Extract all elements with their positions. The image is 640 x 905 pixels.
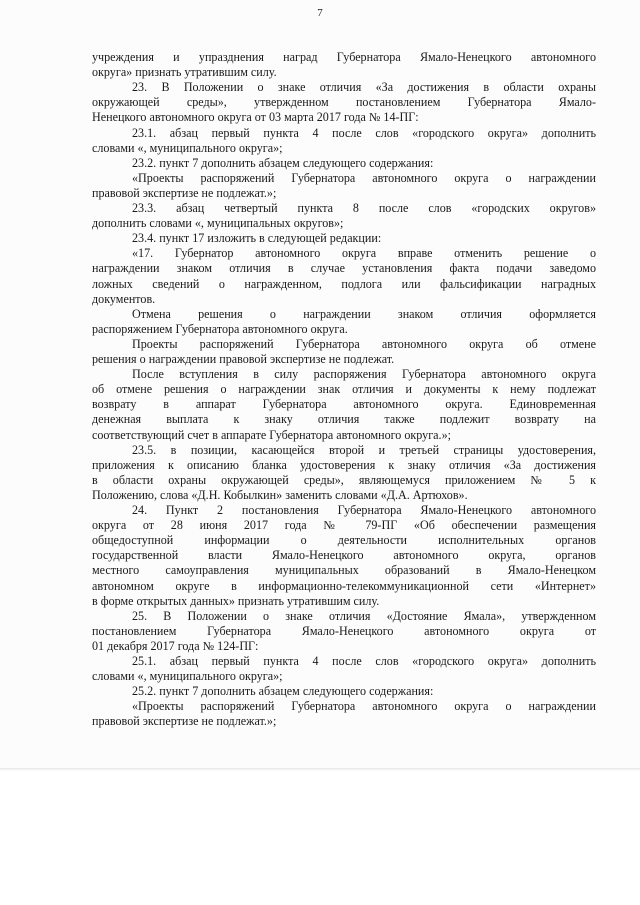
text-line: 23.1. абзац первый пункта 4 после слов «городского округа» дополнить <box>132 125 596 140</box>
text-line: приложения к описанию бланка удостоверения к знаку отличия «За достижения <box>92 457 596 472</box>
text-line: «17. Губернатор автономного округа вправе отменить решение о <box>132 246 596 261</box>
text-line: Проекты распоряжений Губернатора автономного округа об отмене <box>132 336 596 351</box>
text-line: 23.2. пункт 7 дополнить абзацем следующего содержания: <box>132 155 434 170</box>
text-line: Положению, слова «Д.Н. Кобылкин» заменить словами «Д.А. Артюхов». <box>92 487 468 502</box>
text-line: Ненецкого автономного округа от 03 марта 2017 года № 14-ПГ: <box>92 110 419 125</box>
text-line: 25.2. пункт 7 дополнить абзацем следующего содержания: <box>132 684 434 699</box>
text-line: постановлением Губернатора Ямало-Ненецкого автономного округа от <box>92 623 596 638</box>
text-line: правовой экспертизе не подлежат.»; <box>92 185 277 200</box>
text-line: 25.1. абзац первый пункта 4 после слов «городского округа» дополнить <box>132 654 596 668</box>
text-line: словами «, муниципального округа»; <box>92 140 283 155</box>
text-line: соответствующий счет в аппарате Губернатора автономного округа.»; <box>92 427 451 442</box>
text-line: дополнить словами «, муниципальных округов»; <box>92 216 344 231</box>
text-line: 25. В Положении о знаке отличия «Достояние Ямала», утвержденном <box>132 608 596 623</box>
text-line: правовой экспертизе не подлежат.»; <box>92 714 277 729</box>
text-line: округа» признать утратившим силу. <box>92 65 277 80</box>
text-line: 24. Пункт 2 постановления Губернатора Ямало-Ненецкого автономного <box>132 503 596 517</box>
text-line: округа от 28 июня 2017 года № 79-ПГ «Об обеспечении размещения <box>92 518 596 533</box>
text-line: окружающей среды», утвержденном постановлением Губернатора Ямало- <box>92 95 596 110</box>
text-line: ложных сведений о награжденном, подлога или фальсификации наградных <box>92 276 596 291</box>
text-line: государственной власти Ямало-Ненецкого автономного округа, органов <box>92 548 596 563</box>
text-line: награждении знаком отличия в случае установления факта подачи заведомо <box>92 261 596 276</box>
text-line: «Проекты распоряжений Губернатора автономного округа о награждении <box>132 170 596 185</box>
text-line: автономном округе в информационно-телекоммуникационной сети «Интернет» <box>92 578 596 593</box>
text-line: 01 декабря 2017 года № 124-ПГ: <box>92 638 259 653</box>
text-line: общедоступной информации о деятельности исполнительных органов <box>92 533 596 548</box>
text-line: в форме открытых данных» признать утратившим силу. <box>92 593 380 608</box>
text-line: 23.3. абзац четвертый пункта 8 после слов «городских округов» <box>132 201 596 215</box>
sheet-bottom-edge <box>0 768 640 771</box>
text-line: распоряжением Губернатора автономного округа. <box>92 321 348 336</box>
text-line: «Проекты распоряжений Губернатора автономного округа о награждении <box>132 699 596 714</box>
text-line: решения о награждении правовой экспертизе не подлежат. <box>92 352 395 366</box>
text-line: После вступления в силу распоряжения Губернатора автономного округа <box>132 367 596 382</box>
text-line: денежная выплата к знаку отличия также подлежит возврату на <box>92 412 596 427</box>
text-line: 23.5. в позиции, касающейся второй и третьей страницы удостоверения, <box>132 442 596 457</box>
text-line: 23. В Положении о знаке отличия «За достижения в области охраны <box>132 80 596 95</box>
page-number: 7 <box>317 7 323 19</box>
text-line: 23.4. пункт 17 изложить в следующей редакции: <box>132 231 382 246</box>
text-line: Отмена решения о награждении знаком отличия оформляется <box>132 306 596 321</box>
text-line: возврату в аппарат Губернатора автономного округа. Единовременная <box>92 397 596 412</box>
text-line: местного самоуправления муниципальных образований в Ямало-Ненецком <box>92 563 596 578</box>
text-line: в области охраны окружающей среды», являющемуся приложением № 5 к <box>92 472 596 487</box>
text-line: об отмене решения о награждении знак отличия и документы к нему подлежат <box>92 382 596 397</box>
text-line: документов. <box>92 291 156 306</box>
text-line: учреждения и упразднения наград Губернатора Ямало-Ненецкого автономного <box>92 50 596 64</box>
text-line: словами «, муниципального округа»; <box>92 669 283 684</box>
